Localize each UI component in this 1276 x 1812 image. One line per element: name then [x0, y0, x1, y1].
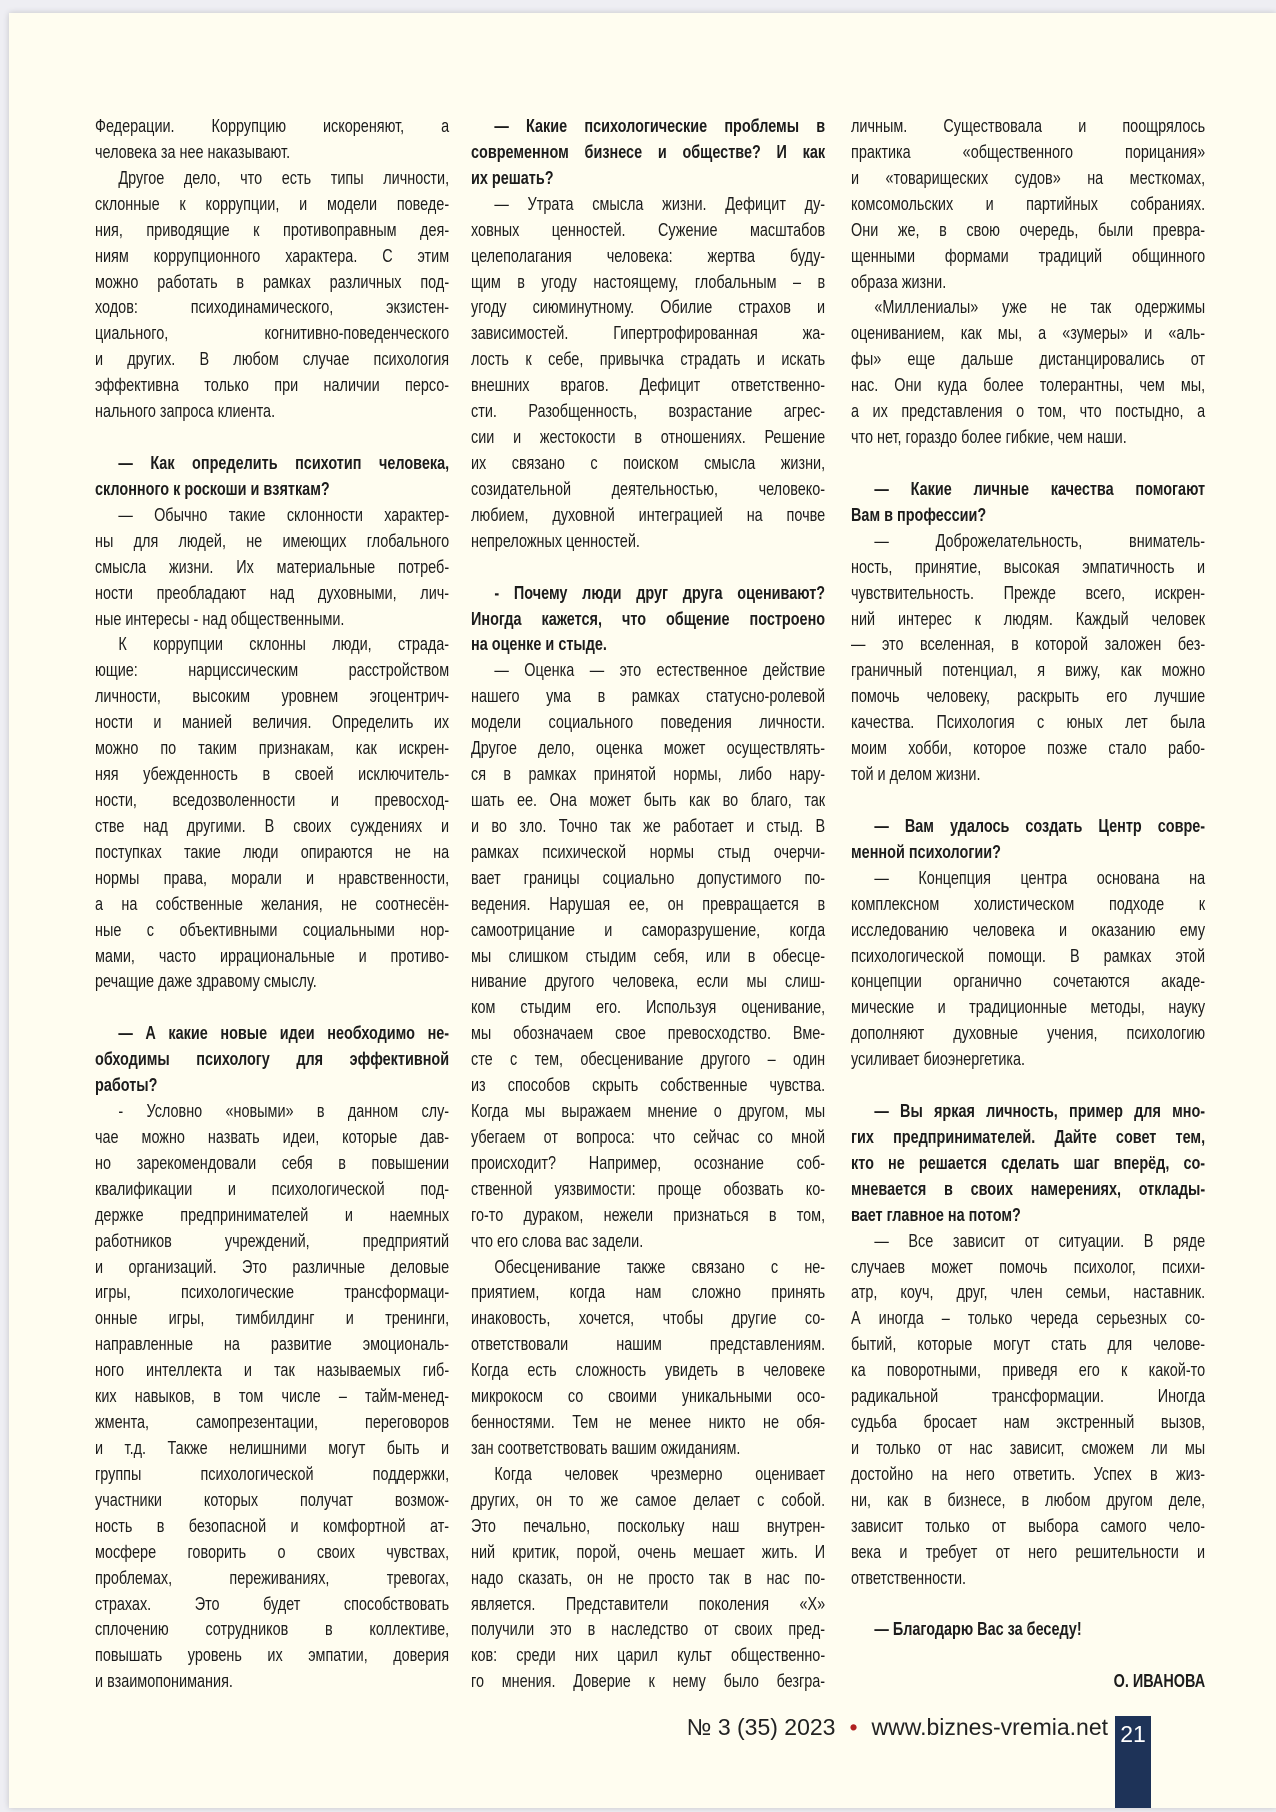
- text-line: вает главное на потом?: [851, 1203, 1021, 1225]
- text-line: мы обозначаем свое превосходство. Вме-: [471, 1022, 826, 1044]
- text-line: мами, часто иррациональные и противо-: [95, 944, 450, 966]
- text-line: повышать уровень их эмпатии, доверия: [95, 1644, 450, 1666]
- text-line: личности, высоким уровнем эгоцентрич-: [95, 685, 450, 707]
- spacer: [95, 424, 449, 450]
- text-line: ведения. Нарушая ее, он превращается в: [471, 892, 826, 914]
- separator-dot: •: [849, 1714, 858, 1740]
- text-line: приятием, когда нам сложно принять: [471, 1281, 826, 1303]
- text-line: нального запроса клиента.: [95, 400, 276, 422]
- issue-number: № 3 (35) 2023: [686, 1714, 836, 1740]
- text-column-2: [471, 113, 825, 1713]
- text-line: нас. Они куда более толерантны, чем мы,: [851, 374, 1206, 396]
- text-line: речащие даже здравому смыслу.: [95, 970, 317, 992]
- text-line: самоотрицание и саморазрушение, когда: [471, 918, 826, 940]
- text-line: ходов: психодинамического, экзистен-: [95, 296, 450, 318]
- text-line: усиливает биоэнергетика.: [851, 1048, 1026, 1070]
- text-line: квалификации и психологической под-: [95, 1177, 450, 1199]
- text-line: зависимостей. Гипертрофированная жа-: [471, 322, 826, 344]
- text-line: проблемах, переживаниях, тревогах,: [95, 1566, 450, 1588]
- text-line: го мнения. Доверие к нему было безгра-: [471, 1670, 826, 1692]
- spacer: [95, 994, 449, 1020]
- spacer: [851, 787, 1205, 813]
- text-line: — Благодарю Вас за беседу!: [874, 1618, 1082, 1640]
- text-line: эффективна только при наличии персо-: [95, 374, 450, 396]
- paragraph: [471, 191, 825, 554]
- paragraph: [95, 502, 449, 632]
- text-line: К коррупции склонны люди, страда-: [118, 633, 450, 655]
- text-line: зан соответствовать вашим ожиданиям.: [471, 1437, 741, 1459]
- text-line: судьба бросает нам экстренный вызов,: [851, 1411, 1206, 1433]
- text-line: оцениванием, как мы, а «зумеры» и «аль-: [851, 322, 1206, 344]
- text-line: комсомольских и партийных собраниях.: [851, 192, 1206, 214]
- text-line: их решать?: [471, 166, 554, 188]
- paragraph: [95, 631, 449, 994]
- text-line: ния, приводящие к противоправным дея-: [95, 218, 450, 240]
- paragraph: [95, 165, 449, 424]
- paragraph: [851, 865, 1205, 1072]
- text-line: непреложных ценностей.: [471, 529, 640, 551]
- text-line: и других. В любом случае психология: [95, 348, 450, 370]
- text-line: что его слова вас задели.: [471, 1229, 644, 1251]
- text-line: мические и традиционные методы, науку: [851, 996, 1206, 1018]
- text-line: — А какие новые идеи необходимо не-: [118, 1022, 450, 1044]
- text-line: той и делом жизни.: [851, 763, 981, 785]
- text-line: любием, духовной интеграцией на почве: [471, 503, 826, 525]
- text-line: ности преобладают над духовными, лич-: [95, 581, 450, 603]
- text-line: склонного к роскоши и взяткам?: [95, 477, 330, 499]
- text-line: достойно на него ответить. Успех в жиз-: [851, 1462, 1206, 1484]
- text-line: убегаем от вопроса: что сейчас со мной: [471, 1125, 826, 1147]
- text-line: можно работать в рамках различных под-: [95, 270, 450, 292]
- interview-question: [851, 1098, 1205, 1228]
- text-line: можно по таким признакам, как искрен-: [95, 737, 450, 759]
- text-line: шать ее. Она может быть как во благо, так: [471, 788, 826, 810]
- interview-question: [851, 1616, 1205, 1642]
- text-line: — Какие личные качества помогают: [874, 477, 1206, 499]
- text-line: образа жизни.: [851, 270, 947, 292]
- paragraph: [471, 657, 825, 1253]
- text-line: мы слишком стыдим себя, или в обесце-: [471, 944, 826, 966]
- text-line: ные интересы - над общественными.: [95, 607, 345, 629]
- text-line: работы?: [95, 1074, 158, 1096]
- text-line: работников учреждений, предприятий: [95, 1229, 450, 1251]
- text-line: онные игры, тимбилдинг и тренинги,: [95, 1307, 450, 1329]
- text-line: О. ИВАНОВА: [1113, 1670, 1206, 1692]
- text-line: ности и манией величия. Определить их: [95, 711, 450, 733]
- text-line: внешних врагов. Дефицит ответственно-: [471, 374, 826, 396]
- text-line: Другое дело, что есть типы личности,: [118, 166, 450, 188]
- text-line: является. Представители поколения «Х»: [471, 1592, 826, 1614]
- text-line: и во зло. Точно так же работает и стыд. В: [471, 814, 826, 836]
- text-line: а их представления о том, что постыдно, а: [851, 400, 1206, 422]
- text-line: — Утрата смысла жизни. Дефицит ду-: [494, 192, 826, 214]
- text-column-1: [95, 113, 449, 1713]
- text-line: сии и жестокости в отношениях. Решение: [471, 426, 826, 448]
- text-line: фы» еще дальше дистанцировались от: [851, 348, 1206, 370]
- text-line: стве над другими. В своих суждениях и: [95, 814, 450, 836]
- interview-question: [851, 476, 1205, 528]
- paragraph: [851, 294, 1205, 450]
- text-line: практика «общественного порицания»: [851, 140, 1206, 162]
- text-line: менной психологии?: [851, 840, 1001, 862]
- text-line: Другое дело, оценка может осуществлять-: [471, 737, 826, 759]
- text-line: модели социального поведения личности.: [471, 711, 826, 733]
- text-line: рамках психической нормы стыд очерчи-: [471, 840, 826, 862]
- text-line: нормы права, морали и нравственности,: [95, 866, 450, 888]
- text-line: психологической помощи. В рамках этой: [851, 944, 1206, 966]
- text-line: держке предпринимателей и наемных: [95, 1203, 450, 1225]
- text-line: моим хобби, которое позже стало рабо-: [851, 737, 1206, 759]
- text-line: чувствительность. Прежде всего, искрен-: [851, 581, 1206, 603]
- footer-line: [687, 1714, 1108, 1741]
- text-line: — Как определить психотип человека,: [118, 451, 450, 473]
- text-line: бенностями. Тем не менее никто не обя-: [471, 1411, 826, 1433]
- text-line: ющие: нарциссическим расстройством: [95, 659, 450, 681]
- text-line: группы психологической поддержки,: [95, 1462, 450, 1484]
- text-line: Федерации. Коррупцию искореняют, а: [95, 115, 450, 136]
- paragraph: [851, 113, 1205, 294]
- text-line: страхах. Это будет способствовать: [95, 1592, 450, 1614]
- text-line: смысла жизни. Их материальные потреб-: [95, 555, 450, 577]
- text-line: исследованию человека и оказанию ему: [851, 918, 1206, 940]
- text-line: - Условно «новыми» в данном слу-: [118, 1100, 450, 1122]
- magazine-page: [9, 13, 1276, 1808]
- text-line: ний интерес к людям. Каждый человек: [851, 607, 1206, 629]
- text-line: — Вы яркая личность, пример для мно-: [874, 1100, 1206, 1122]
- text-line: микрокосм со своими уникальными осо-: [471, 1385, 826, 1407]
- text-line: и только от нас зависит, сможем ли мы: [851, 1437, 1206, 1459]
- paragraph: [95, 113, 449, 165]
- text-line: личным. Существовала и поощрялось: [851, 115, 1206, 136]
- text-line: надо сказать, он не просто так в нас по-: [471, 1566, 826, 1588]
- text-line: ответствовали нашим представлениям.: [471, 1333, 826, 1355]
- spacer: [851, 1072, 1205, 1098]
- paragraph: [471, 1254, 825, 1461]
- text-line: лость к себе, привычка страдать и искать: [471, 348, 826, 370]
- text-line: - Почему люди друг друга оценивают?: [494, 581, 826, 603]
- text-line: «Миллениалы» уже не так одержимы: [874, 296, 1206, 318]
- text-line: качества. Психология с юных лет была: [851, 711, 1206, 733]
- text-line: ховных ценностей. Сужение масштабов: [471, 218, 826, 240]
- text-line: помочь человеку, раскрыть его лучшие: [851, 685, 1206, 707]
- paragraph: [471, 1461, 825, 1694]
- spacer: [851, 1642, 1205, 1668]
- text-line: жмента, самопрезентации, переговоров: [95, 1411, 450, 1433]
- text-line: зависит только от выбора самого чело-: [851, 1514, 1206, 1536]
- text-line: бытий, которые могут стать для челове-: [851, 1333, 1206, 1355]
- text-line: ся в рамках принятой нормы, либо нару-: [471, 763, 826, 785]
- text-line: няя убежденность в своей исключитель-: [95, 763, 450, 785]
- text-line: — Все зависит от ситуации. В ряде: [874, 1229, 1206, 1251]
- text-line: А иногда – только череда серьезных со-: [851, 1307, 1206, 1329]
- text-line: и т.д. Также нелишними могут быть и: [95, 1437, 450, 1459]
- interview-question: [95, 450, 449, 502]
- text-line: нашего ума в рамках статусно-ролевой: [471, 685, 826, 707]
- text-line: ний критик, порой, очень мешает жить. И: [471, 1540, 826, 1562]
- text-line: комплексном холистическом подходе к: [851, 892, 1206, 914]
- text-line: а на собственные желания, не соотнесён-: [95, 892, 450, 914]
- text-line: атр, коуч, друг, член семьи, наставник.: [851, 1281, 1206, 1303]
- text-line: вает границы социально допустимого по-: [471, 866, 826, 888]
- text-line: поступках такие люди опираются не на: [95, 840, 450, 862]
- text-line: сти. Разобщенность, возрастание агрес-: [471, 400, 826, 422]
- text-line: их связано с поиском смысла жизни,: [471, 451, 826, 473]
- text-line: ные с объективными социальными нор-: [95, 918, 450, 940]
- text-line: мосфере говорить о своих чувствах,: [95, 1540, 450, 1562]
- text-line: ни, как в бизнесе, в любом другом деле,: [851, 1488, 1206, 1510]
- text-line: созидательной деятельностью, человеко-: [471, 477, 826, 499]
- text-line: дополняют духовные учения, психологию: [851, 1022, 1206, 1044]
- text-line: Когда есть сложность увидеть в человеке: [471, 1359, 826, 1381]
- text-line: угоду сиюминутному. Обилие страхов и: [471, 296, 826, 318]
- text-line: ответственности.: [851, 1566, 967, 1588]
- text-line: участники которых получат возмож-: [95, 1488, 450, 1510]
- text-line: целеполагания человека: жертва буду-: [471, 244, 826, 266]
- text-line: нивание другого человека, если мы слиш-: [471, 970, 826, 992]
- text-line: концепции органично сочетаются акаде-: [851, 970, 1206, 992]
- text-line: радикальной трансформации. Иногда: [851, 1385, 1206, 1407]
- text-line: ком стыдим его. Используя оценивание,: [471, 996, 826, 1018]
- text-line: и взаимопонимания.: [95, 1670, 233, 1692]
- text-line: Иногда кажется, что общение построено: [471, 607, 826, 629]
- text-line: ны для людей, не имеющих глобального: [95, 529, 450, 551]
- text-line: Когда мы выражаем мнение о другом, мы: [471, 1100, 826, 1122]
- text-line: щенными формами традиций общинного: [851, 244, 1206, 266]
- interview-question: [471, 113, 825, 191]
- text-line: ниям коррупционного характера. С этим: [95, 244, 450, 266]
- text-line: — Концепция центра основана на: [874, 866, 1206, 888]
- text-line: других, он то же самое делает с собой.: [471, 1488, 826, 1510]
- text-line: обходимы психологу для эффективной: [95, 1048, 450, 1070]
- text-line: сплочению сотрудников в коллективе,: [95, 1618, 450, 1640]
- text-line: и «товарищеских судов» на месткомах,: [851, 166, 1206, 188]
- page-number: 21: [1120, 1721, 1146, 1747]
- spacer: [851, 450, 1205, 476]
- text-line: — Доброжелательность, вниматель-: [874, 529, 1206, 551]
- paragraph: [851, 528, 1205, 787]
- interview-question: [851, 813, 1205, 865]
- text-line: — это вселенная, в которой заложен без-: [851, 633, 1206, 655]
- interview-question: [471, 580, 825, 658]
- text-line: ких навыков, в том числе – тайм-менед-: [95, 1385, 450, 1407]
- page-number-badge: [1115, 1716, 1151, 1808]
- text-line: инаковость, хочется, чтобы другие со-: [471, 1307, 826, 1329]
- text-line: ности, вседозволенности и превосход-: [95, 788, 450, 810]
- text-line: современном бизнесе и обществе? И как: [471, 140, 826, 162]
- text-line: человека за нее наказывают.: [95, 140, 291, 162]
- author-signature: [851, 1668, 1205, 1694]
- text-line: ного интеллекта и так называемых гиб-: [95, 1359, 450, 1381]
- interview-question: [95, 1020, 449, 1098]
- text-line: — Вам удалось создать Центр совре-: [874, 814, 1206, 836]
- text-line: чае можно назвать идеи, которые дав-: [95, 1125, 450, 1147]
- text-line: происходит? Например, осознание соб-: [471, 1151, 826, 1173]
- text-line: случаев может помочь психолог, психи-: [851, 1255, 1206, 1277]
- text-line: — Обычно такие склонности характер-: [118, 503, 450, 525]
- text-line: получили это в наследство от своих пред-: [471, 1618, 826, 1640]
- text-column-3: [851, 113, 1205, 1713]
- text-line: склонные к коррупции, и модели поведе-: [95, 192, 450, 214]
- text-line: — Какие психологические проблемы в: [494, 115, 826, 136]
- spacer: [851, 1591, 1205, 1617]
- text-line: и организаций. Это различные деловые: [95, 1255, 450, 1277]
- text-line: направленные на развитие эмоциональ-: [95, 1333, 450, 1355]
- text-line: сте с тем, обесценивание другого – один: [471, 1048, 826, 1070]
- text-line: Обесценивание также связано с не-: [494, 1255, 826, 1277]
- text-line: века и требует от него решительности и: [851, 1540, 1206, 1562]
- text-line: — Оценка — это естественное действие: [494, 659, 826, 681]
- text-line: мневается в своих намерениях, отклады-: [851, 1177, 1206, 1199]
- paragraph: [95, 1098, 449, 1694]
- text-line: ность в безопасной и комфортной ат-: [95, 1514, 450, 1536]
- text-line: Они же, в свою очередь, были превра-: [851, 218, 1206, 240]
- text-line: щим в угоду настоящему, глобальным – в: [471, 270, 826, 292]
- text-line: ка поворотными, приведя его к какой-то: [851, 1359, 1206, 1381]
- spacer: [471, 554, 825, 580]
- text-line: циального, когнитивно-поведенческого: [95, 322, 450, 344]
- text-line: на оценке и стыде.: [471, 633, 607, 655]
- text-line: гих предпринимателей. Дайте совет тем,: [851, 1125, 1206, 1147]
- text-line: но зарекомендовали себя в повышении: [95, 1151, 450, 1173]
- paragraph: [851, 1228, 1205, 1591]
- text-line: ственной уязвимости: проще обозвать ко-: [471, 1177, 826, 1199]
- text-line: из способов скрыть собственные чувства.: [471, 1074, 826, 1096]
- text-line: игры, психологические трансформаци-: [95, 1281, 450, 1303]
- text-line: ков: среди них царил культ общественно-: [471, 1644, 826, 1666]
- text-line: ность, принятие, высокая эмпатичность и: [851, 555, 1206, 577]
- text-line: го-то дураком, нежели признаться в том,: [471, 1203, 826, 1225]
- text-line: Это печально, поскольку наш внутрен-: [471, 1514, 826, 1536]
- text-line: Вам в профессии?: [851, 503, 987, 525]
- page-footer: [0, 1712, 1276, 1812]
- text-line: Когда человек чрезмерно оценивает: [494, 1462, 826, 1484]
- text-line: граничный потенциал, я вижу, как можно: [851, 659, 1206, 681]
- website-link[interactable]: www.biznes-vremia.net: [871, 1714, 1108, 1740]
- text-line: кто не решается сделать шаг вперёд, со-: [851, 1151, 1206, 1173]
- text-line: что нет, гораздо более гибкие, чем наши.: [851, 426, 1127, 448]
